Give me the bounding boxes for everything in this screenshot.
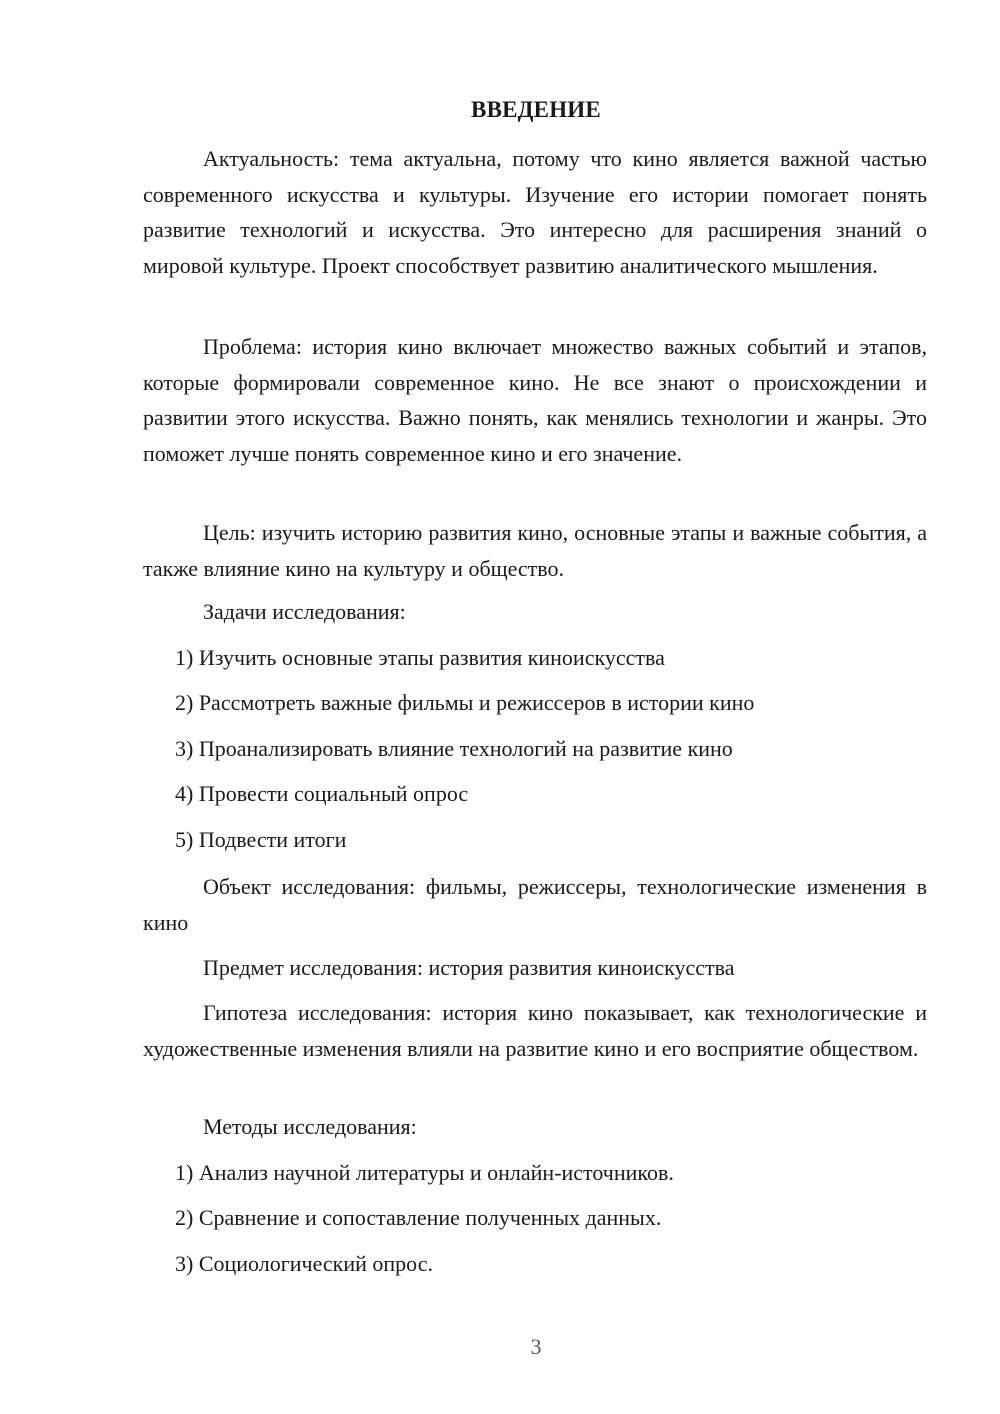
tasks-title: Задачи исследования: <box>203 599 406 624</box>
method-item: 1) Анализ научной литературы и онлайн-источников. <box>175 1160 674 1185</box>
problem-paragraph: Проблема: история кино включает множество важных событий и этапов, которые формировали современное кино. Не все знают о происхождении и развитии этого искусства. Важно понять, как менялись технологии и жанры. Это поможет лучше понять современное кино и его значение. <box>143 334 927 466</box>
page-number: 3 <box>530 1334 542 1359</box>
method-item: 2) Сравнение и сопоставление полученных данных. <box>175 1205 662 1230</box>
task-item: 4) Провести социальный опрос <box>175 781 469 806</box>
object-paragraph: Объект исследования: фильмы, режиссеры, технологические изменения в кино <box>143 874 927 935</box>
task-item: 2) Рассмотреть важные фильмы и режиссеров в истории кино <box>175 690 755 715</box>
hypothesis-paragraph: Гипотеза исследования: история кино показывает, как технологические и художественные изменения влияли на развитие кино и его восприятие обществом. <box>143 1000 927 1061</box>
task-item: 3) Проанализировать влияние технологий на развитие кино <box>175 736 733 761</box>
goal-paragraph: Цель: изучить историю развития кино, основные этапы и важные события, а также влияние кино на культуру и общество. <box>143 520 927 581</box>
task-item: 5) Подвести итоги <box>175 827 347 852</box>
page-title: ВВЕДЕНИЕ <box>471 97 601 122</box>
method-item: 3) Социологический опрос. <box>175 1251 433 1276</box>
subject-paragraph: Предмет исследования: история развития киноискусства <box>203 955 735 980</box>
methods-title: Методы исследования: <box>203 1114 417 1139</box>
task-item: 1) Изучить основные этапы развития киноискусства <box>175 645 665 670</box>
relevance-paragraph: Актуальность: тема актуальна, потому что кино является важной частью современного искусства и культуры. Изучение его истории помогает понять развитие технологий и искусства. Это интересно для расширения знаний о мировой культуре. Проект способствует развитию аналитического мышления. <box>143 146 927 278</box>
